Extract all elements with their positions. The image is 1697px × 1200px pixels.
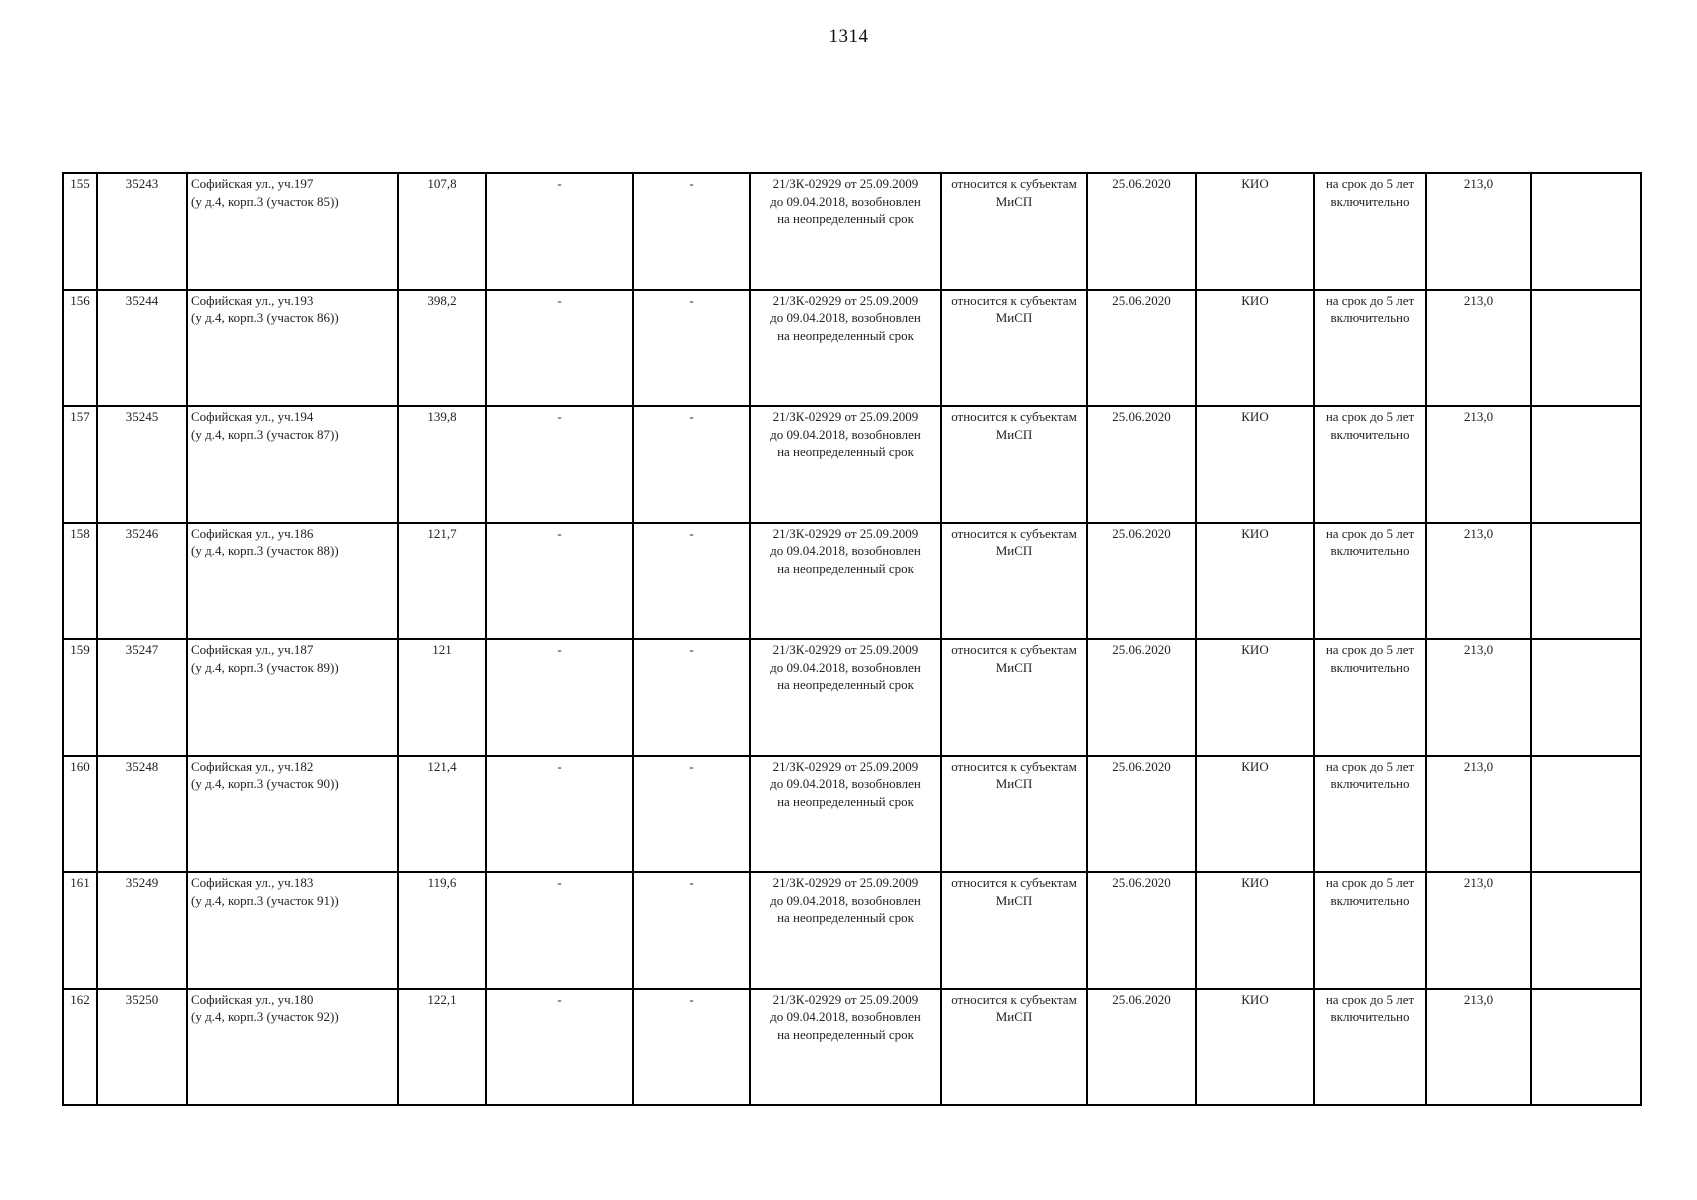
address-line-2: (у д.4, корп.3 (участок 85)) bbox=[191, 193, 339, 209]
address-cell bbox=[187, 756, 398, 873]
address-line-2: (у д.4, корп.3 (участок 89)) bbox=[191, 659, 339, 675]
object-code: 35246 bbox=[125, 525, 159, 541]
category-line-2: МиСП bbox=[995, 776, 1033, 791]
object-code-cell bbox=[97, 173, 187, 290]
category-line-2: МиСП bbox=[995, 310, 1033, 325]
object-code-cell bbox=[97, 290, 187, 407]
organization-cell bbox=[1196, 523, 1314, 640]
category-line-1: относится к субъектам bbox=[951, 292, 1077, 308]
row-number: 160 bbox=[70, 758, 90, 774]
category-cell bbox=[941, 523, 1087, 640]
address-cell bbox=[187, 639, 398, 756]
row-number: 158 bbox=[70, 525, 90, 541]
dash-value: - bbox=[689, 525, 694, 541]
lease-document-line-3: на неопределенный срок bbox=[777, 1026, 914, 1042]
dash-value: - bbox=[689, 758, 694, 774]
category-line-1: относится к субъектам bbox=[951, 642, 1077, 657]
dash-value: - bbox=[557, 176, 562, 191]
object-code-cell bbox=[97, 406, 187, 523]
lease-document-cell bbox=[750, 523, 941, 640]
lease-document-cell bbox=[750, 639, 941, 756]
category-cell bbox=[941, 756, 1087, 873]
address-cell bbox=[187, 406, 398, 523]
address-cell bbox=[187, 523, 398, 640]
value-cell bbox=[1426, 523, 1531, 640]
term-line-1: на срок до 5 лет bbox=[1325, 758, 1415, 774]
dash-cell-5 bbox=[486, 756, 633, 873]
lease-document-line-1: 21/ЗК-02929 от 25.09.2009 bbox=[772, 176, 919, 191]
dash-value: - bbox=[689, 292, 694, 308]
term-cell bbox=[1314, 173, 1426, 290]
category-line-2: МиСП bbox=[995, 1009, 1033, 1024]
empty-cell bbox=[1531, 989, 1641, 1106]
dash-value: - bbox=[557, 292, 562, 308]
dash-value: - bbox=[557, 525, 562, 541]
object-code-cell bbox=[97, 639, 187, 756]
date-cell bbox=[1087, 523, 1196, 640]
category-line-1: относится к субъектам bbox=[951, 409, 1077, 424]
row-number-cell bbox=[63, 989, 97, 1106]
row-number-cell bbox=[63, 173, 97, 290]
lease-document-cell bbox=[750, 173, 941, 290]
term-line-2: включительно bbox=[1330, 892, 1410, 908]
date-cell bbox=[1087, 290, 1196, 407]
term-line-2: включительно bbox=[1330, 426, 1410, 442]
address-line-1: Софийская ул., уч.180 bbox=[191, 991, 314, 1007]
dash-cell-5 bbox=[486, 989, 633, 1106]
dash-cell-6 bbox=[633, 639, 750, 756]
date-value: 25.06.2020 bbox=[1112, 292, 1171, 308]
term-line-2: включительно bbox=[1330, 659, 1410, 675]
address-cell bbox=[187, 173, 398, 290]
lease-document-line-3: на неопределенный срок bbox=[777, 910, 914, 925]
date-value: 25.06.2020 bbox=[1112, 409, 1171, 424]
term-line-1: на срок до 5 лет bbox=[1325, 409, 1415, 424]
category-cell bbox=[941, 872, 1087, 989]
dash-cell-5 bbox=[486, 639, 633, 756]
dash-cell-5 bbox=[486, 523, 633, 640]
row-number-cell bbox=[63, 406, 97, 523]
address-line-1: Софийская ул., уч.197 bbox=[191, 176, 314, 191]
lease-document-line-1: 21/ЗК-02929 от 25.09.2009 bbox=[772, 991, 919, 1007]
lease-document-line-1: 21/ЗК-02929 от 25.09.2009 bbox=[772, 875, 919, 890]
organization-cell bbox=[1196, 290, 1314, 407]
value-amount: 213,0 bbox=[1463, 292, 1494, 308]
dash-cell-5 bbox=[486, 290, 633, 407]
table-row bbox=[63, 756, 1641, 873]
lease-document-line-2: до 09.04.2018, возобновлен bbox=[770, 193, 921, 209]
value-cell bbox=[1426, 406, 1531, 523]
row-number-cell bbox=[63, 290, 97, 407]
area-cell bbox=[398, 523, 486, 640]
term-line-2: включительно bbox=[1330, 310, 1410, 325]
value-amount: 213,0 bbox=[1463, 875, 1494, 890]
category-line-1: относится к субъектам bbox=[951, 525, 1077, 541]
date-value: 25.06.2020 bbox=[1112, 758, 1171, 774]
value-cell bbox=[1426, 173, 1531, 290]
date-cell bbox=[1087, 639, 1196, 756]
dash-value: - bbox=[689, 875, 694, 890]
address-cell bbox=[187, 872, 398, 989]
table-row bbox=[63, 173, 1641, 290]
lease-document-line-2: до 09.04.2018, возобновлен bbox=[770, 543, 921, 558]
category-line-2: МиСП bbox=[995, 426, 1033, 442]
address-line-1: Софийская ул., уч.193 bbox=[191, 292, 314, 308]
term-cell bbox=[1314, 756, 1426, 873]
lease-document-line-1: 21/ЗК-02929 от 25.09.2009 bbox=[772, 292, 919, 308]
dash-cell-6 bbox=[633, 756, 750, 873]
term-cell bbox=[1314, 406, 1426, 523]
object-code-cell bbox=[97, 872, 187, 989]
dash-cell-6 bbox=[633, 989, 750, 1106]
lease-document-line-2: до 09.04.2018, возобновлен bbox=[770, 892, 921, 908]
object-code-cell bbox=[97, 756, 187, 873]
row-number: 156 bbox=[70, 292, 90, 308]
row-number: 161 bbox=[70, 875, 90, 890]
date-value: 25.06.2020 bbox=[1112, 875, 1171, 890]
date-cell bbox=[1087, 756, 1196, 873]
empty-cell bbox=[1531, 639, 1641, 756]
lease-document-line-2: до 09.04.2018, возобновлен bbox=[770, 776, 921, 791]
dash-value: - bbox=[689, 409, 694, 424]
lease-document-line-3: на неопределенный срок bbox=[777, 560, 914, 576]
table-row bbox=[63, 290, 1641, 407]
organization-cell bbox=[1196, 639, 1314, 756]
term-line-2: включительно bbox=[1330, 543, 1410, 558]
lease-document-line-1: 21/ЗК-02929 от 25.09.2009 bbox=[772, 758, 919, 774]
area-cell bbox=[398, 639, 486, 756]
dash-cell-6 bbox=[633, 406, 750, 523]
organization-value: КИО bbox=[1241, 176, 1269, 191]
term-line-1: на срок до 5 лет bbox=[1325, 525, 1415, 541]
lease-document-line-2: до 09.04.2018, возобновлен bbox=[770, 659, 921, 675]
value-amount: 213,0 bbox=[1463, 991, 1494, 1007]
area-value: 398,2 bbox=[427, 292, 457, 308]
lease-document-cell bbox=[750, 989, 941, 1106]
dash-cell-6 bbox=[633, 173, 750, 290]
table-row bbox=[63, 872, 1641, 989]
row-number-cell bbox=[63, 872, 97, 989]
organization-value: КИО bbox=[1241, 991, 1269, 1007]
area-value: 121,4 bbox=[427, 758, 457, 774]
lease-document-line-2: до 09.04.2018, возобновлен bbox=[770, 1009, 921, 1024]
value-amount: 213,0 bbox=[1463, 758, 1494, 774]
term-line-1: на срок до 5 лет bbox=[1325, 875, 1415, 890]
category-cell bbox=[941, 406, 1087, 523]
object-code-cell bbox=[97, 989, 187, 1106]
category-line-1: относится к субъектам bbox=[951, 758, 1077, 774]
object-code: 35244 bbox=[125, 292, 159, 308]
lease-document-cell bbox=[750, 756, 941, 873]
area-value: 107,8 bbox=[427, 176, 457, 191]
area-cell bbox=[398, 290, 486, 407]
address-line-2: (у д.4, корп.3 (участок 87)) bbox=[191, 426, 339, 442]
area-cell bbox=[398, 989, 486, 1106]
address-cell bbox=[187, 989, 398, 1106]
address-line-1: Софийская ул., уч.187 bbox=[191, 642, 314, 657]
lease-document-line-2: до 09.04.2018, возобновлен bbox=[770, 426, 921, 442]
dash-cell-5 bbox=[486, 406, 633, 523]
address-line-1: Софийская ул., уч.183 bbox=[191, 875, 314, 890]
area-cell bbox=[398, 173, 486, 290]
object-code: 35245 bbox=[125, 409, 159, 424]
area-value: 122,1 bbox=[427, 991, 457, 1007]
table-row bbox=[63, 639, 1641, 756]
term-cell bbox=[1314, 290, 1426, 407]
lease-document-cell bbox=[750, 872, 941, 989]
empty-cell bbox=[1531, 173, 1641, 290]
category-line-2: МиСП bbox=[995, 892, 1033, 908]
row-number-cell bbox=[63, 639, 97, 756]
term-line-2: включительно bbox=[1330, 193, 1410, 209]
row-number: 159 bbox=[70, 642, 90, 657]
category-cell bbox=[941, 989, 1087, 1106]
term-line-1: на срок до 5 лет bbox=[1325, 292, 1415, 308]
area-value: 119,6 bbox=[427, 875, 457, 890]
area-value: 121,7 bbox=[427, 525, 457, 541]
organization-cell bbox=[1196, 406, 1314, 523]
lease-document-line-1: 21/ЗК-02929 от 25.09.2009 bbox=[772, 409, 919, 424]
category-line-1: относится к субъектам bbox=[951, 991, 1077, 1007]
value-cell bbox=[1426, 290, 1531, 407]
category-cell bbox=[941, 639, 1087, 756]
date-cell bbox=[1087, 173, 1196, 290]
area-value: 139,8 bbox=[427, 409, 457, 424]
address-line-1: Софийская ул., уч.186 bbox=[191, 525, 314, 541]
lease-document-line-3: на неопределенный срок bbox=[777, 444, 914, 459]
address-cell bbox=[187, 290, 398, 407]
object-code: 35247 bbox=[125, 642, 159, 657]
term-line-2: включительно bbox=[1330, 776, 1410, 791]
date-value: 25.06.2020 bbox=[1112, 525, 1171, 541]
category-line-2: МиСП bbox=[995, 659, 1033, 675]
term-cell bbox=[1314, 523, 1426, 640]
dash-cell-6 bbox=[633, 523, 750, 640]
date-value: 25.06.2020 bbox=[1112, 176, 1171, 191]
value-amount: 213,0 bbox=[1463, 642, 1494, 657]
date-value: 25.06.2020 bbox=[1112, 991, 1171, 1007]
lease-document-line-1: 21/ЗК-02929 от 25.09.2009 bbox=[772, 642, 919, 657]
category-cell bbox=[941, 290, 1087, 407]
dash-cell-6 bbox=[633, 872, 750, 989]
table-row bbox=[63, 523, 1641, 640]
row-number: 157 bbox=[70, 409, 90, 424]
value-cell bbox=[1426, 989, 1531, 1106]
lease-document-cell bbox=[750, 406, 941, 523]
dash-value: - bbox=[557, 991, 562, 1007]
address-line-2: (у д.4, корп.3 (участок 91)) bbox=[191, 892, 339, 908]
date-cell bbox=[1087, 872, 1196, 989]
empty-cell bbox=[1531, 756, 1641, 873]
empty-cell bbox=[1531, 290, 1641, 407]
dash-cell-5 bbox=[486, 872, 633, 989]
organization-value: КИО bbox=[1241, 525, 1269, 541]
address-line-2: (у д.4, корп.3 (участок 86)) bbox=[191, 310, 339, 325]
term-line-1: на срок до 5 лет bbox=[1325, 176, 1415, 191]
object-code: 35250 bbox=[125, 991, 159, 1007]
row-number: 155 bbox=[70, 176, 90, 191]
area-cell bbox=[398, 406, 486, 523]
dash-value: - bbox=[557, 875, 562, 890]
dash-value: - bbox=[689, 176, 694, 191]
category-line-2: МиСП bbox=[995, 193, 1033, 209]
organization-cell bbox=[1196, 756, 1314, 873]
lease-document-line-3: на неопределенный срок bbox=[777, 677, 914, 692]
empty-cell bbox=[1531, 406, 1641, 523]
lease-document-line-2: до 09.04.2018, возобновлен bbox=[770, 310, 921, 325]
row-number-cell bbox=[63, 523, 97, 640]
value-cell bbox=[1426, 756, 1531, 873]
dash-value: - bbox=[689, 642, 694, 657]
value-cell bbox=[1426, 639, 1531, 756]
organization-value: КИО bbox=[1241, 758, 1269, 774]
area-value: 121 bbox=[432, 642, 452, 657]
lease-document-cell bbox=[750, 290, 941, 407]
value-amount: 213,0 bbox=[1463, 176, 1494, 191]
organization-value: КИО bbox=[1241, 642, 1269, 657]
organization-value: КИО bbox=[1241, 875, 1269, 890]
table-body bbox=[63, 173, 1641, 1105]
term-cell bbox=[1314, 639, 1426, 756]
registry-table bbox=[62, 172, 1642, 1106]
category-line-1: относится к субъектам bbox=[951, 176, 1077, 191]
table-row bbox=[63, 989, 1641, 1106]
date-cell bbox=[1087, 406, 1196, 523]
table-row bbox=[63, 406, 1641, 523]
lease-document-line-1: 21/ЗК-02929 от 25.09.2009 bbox=[772, 525, 919, 541]
address-line-1: Софийская ул., уч.182 bbox=[191, 758, 314, 774]
dash-value: - bbox=[557, 642, 562, 657]
term-line-2: включительно bbox=[1330, 1009, 1410, 1024]
address-line-2: (у д.4, корп.3 (участок 92)) bbox=[191, 1009, 339, 1024]
dash-cell-5 bbox=[486, 173, 633, 290]
category-cell bbox=[941, 173, 1087, 290]
lease-document-line-3: на неопределенный срок bbox=[777, 211, 914, 226]
empty-cell bbox=[1531, 872, 1641, 989]
date-value: 25.06.2020 bbox=[1112, 642, 1171, 657]
dash-value: - bbox=[557, 409, 562, 424]
value-amount: 213,0 bbox=[1463, 525, 1494, 541]
dash-cell-6 bbox=[633, 290, 750, 407]
category-line-2: МиСП bbox=[995, 543, 1033, 558]
organization-cell bbox=[1196, 872, 1314, 989]
organization-cell bbox=[1196, 173, 1314, 290]
organization-cell bbox=[1196, 989, 1314, 1106]
page-number: 1314 bbox=[828, 26, 869, 47]
dash-value: - bbox=[689, 991, 694, 1007]
object-code: 35249 bbox=[125, 875, 159, 890]
dash-value: - bbox=[557, 758, 562, 774]
lease-document-line-3: на неопределенный срок bbox=[777, 793, 914, 809]
lease-document-line-3: на неопределенный срок bbox=[777, 327, 914, 343]
term-cell bbox=[1314, 872, 1426, 989]
term-line-1: на срок до 5 лет bbox=[1325, 991, 1415, 1007]
area-cell bbox=[398, 756, 486, 873]
address-line-2: (у д.4, корп.3 (участок 90)) bbox=[191, 776, 339, 791]
object-code: 35248 bbox=[125, 758, 159, 774]
object-code-cell bbox=[97, 523, 187, 640]
term-cell bbox=[1314, 989, 1426, 1106]
value-amount: 213,0 bbox=[1463, 409, 1494, 424]
address-line-1: Софийская ул., уч.194 bbox=[191, 409, 314, 424]
term-line-1: на срок до 5 лет bbox=[1325, 642, 1415, 657]
organization-value: КИО bbox=[1241, 292, 1269, 308]
value-cell bbox=[1426, 872, 1531, 989]
row-number: 162 bbox=[70, 991, 90, 1007]
category-line-1: относится к субъектам bbox=[951, 875, 1077, 890]
date-cell bbox=[1087, 989, 1196, 1106]
organization-value: КИО bbox=[1241, 409, 1269, 424]
row-number-cell bbox=[63, 756, 97, 873]
object-code: 35243 bbox=[125, 176, 159, 191]
empty-cell bbox=[1531, 523, 1641, 640]
area-cell bbox=[398, 872, 486, 989]
address-line-2: (у д.4, корп.3 (участок 88)) bbox=[191, 543, 339, 558]
